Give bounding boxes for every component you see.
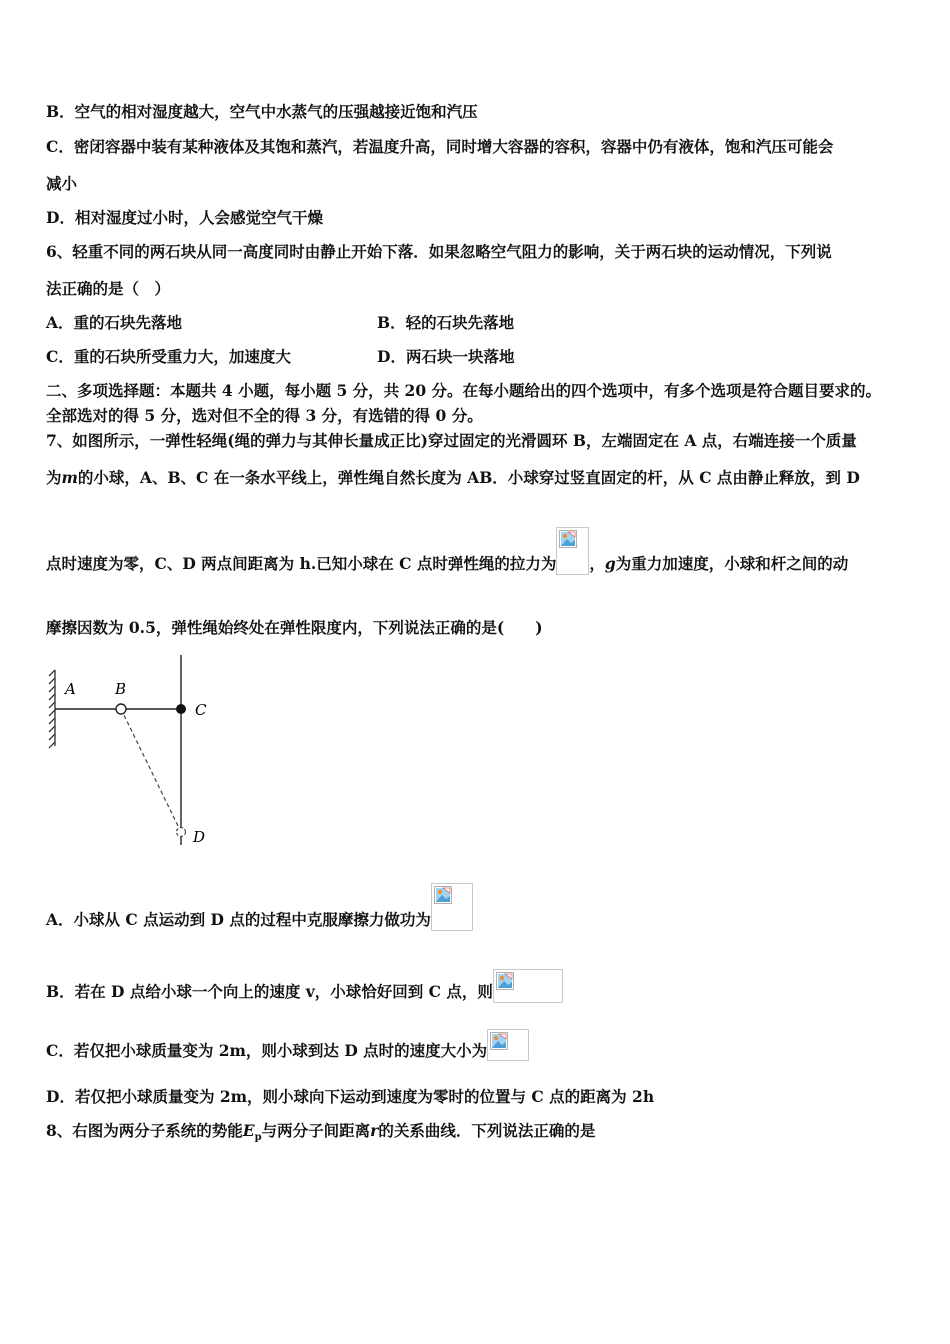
q8-stem-mid: 与两分子间距离 — [261, 1121, 371, 1140]
q6-stem-line1: 6、轻重不同的两石块从同一高度同时由静止开始下落．如果忽略空气阻力的影响，关于两石块的运动情况，下列说 — [46, 242, 832, 261]
q7-figure — [40, 650, 220, 855]
ring-b — [116, 704, 126, 714]
q7-stem-line3-pre: 点时速度为零，C、D 两点间距离为 h.已知小球在 C 点时弹性绳的拉力为 — [46, 554, 557, 573]
label-b: B — [115, 680, 127, 698]
q7-stem-line2-post: 的小球，A、B、C 在一条水平线上，弹性绳自然长度为 AB．小球穿过竖直固定的杆，从 C 点由静止释放，到 D — [77, 468, 860, 487]
q7-stem-line2 — [46, 468, 860, 488]
ball-c — [176, 704, 186, 714]
q6-option-a: A．重的石块先落地 — [46, 313, 183, 332]
label-c: C — [195, 701, 207, 719]
formula-image-tension — [556, 527, 589, 575]
q5-option-b: B．空气的相对湿度越大，空气中水蒸气的压强越接近饱和汽压 — [46, 102, 478, 121]
broken-image-icon — [496, 972, 514, 990]
q6-option-c: C．重的石块所受重力大，加速度大 — [46, 347, 291, 366]
q7-option-c-text: C．若仅把小球质量变为 2m，则小球到达 D 点时的速度大小为 — [46, 1041, 488, 1060]
q7-stem-line3-sep: ， — [589, 554, 605, 573]
q7-gravity-symbol: g — [604, 554, 616, 573]
q7-option-b — [46, 982, 563, 1003]
broken-image-icon — [490, 1032, 508, 1050]
q7-stem-line3-post: 为重力加速度，小球和杆之间的动 — [615, 554, 849, 573]
q8-stem — [46, 1121, 595, 1148]
q7-stem-line3 — [46, 554, 848, 575]
ep-symbol: E — [242, 1121, 255, 1140]
broken-image-icon — [559, 530, 577, 548]
q7-stem-line2-pre: 为 — [46, 468, 62, 487]
q7-option-a — [46, 910, 473, 931]
q5-option-c-line2: 减小 — [46, 174, 78, 193]
formula-image-option-a — [431, 883, 473, 931]
stretched-rope-dashed — [121, 709, 179, 828]
q7-stem-line4: 摩擦因数为 0.5，弹性绳始终处在弹性限度内，下列说法正确的是( ) — [46, 618, 543, 637]
q8-stem-pre: 8、右图为两分子系统的势能 — [46, 1121, 243, 1140]
formula-image-option-c — [487, 1029, 529, 1061]
q8-stem-post: 的关系曲线．下列说法正确的是 — [378, 1121, 596, 1140]
q7-stem-line1: 7、如图所示，一弹性轻绳(绳的弹力与其伸长量成正比)穿过固定的光滑圆环 B，左端固定在 A 点，右端连接一个质量 — [46, 431, 857, 450]
broken-image-icon — [434, 886, 452, 904]
q7-option-d: D．若仅把小球质量变为 2m，则小球向下运动到速度为零时的位置与 C 点的距离为 2h — [46, 1087, 655, 1106]
r-symbol: r — [370, 1121, 379, 1140]
label-a: A — [65, 680, 76, 698]
q7-mass-symbol: m — [61, 468, 78, 487]
q6-option-d: D．两石块一块落地 — [377, 347, 515, 366]
section2-line1: 二、多项选择题：本题共 4 小题，每小题 5 分，共 20 分。在每小题给出的四个选项中，有多个选项是符合题目要求的。 — [46, 381, 882, 400]
formula-image-option-b — [493, 969, 563, 1003]
ball-d — [177, 828, 186, 837]
label-d: D — [193, 828, 206, 846]
wall-hatch — [49, 670, 55, 748]
q5-option-d: D．相对湿度过小时，人会感觉空气干燥 — [46, 208, 323, 227]
q5-option-c-line1: C．密闭容器中装有某种液体及其饱和蒸汽，若温度升高，同时增大容器的容积，容器中仍有液体，饱和汽压可能会 — [46, 137, 834, 156]
q6-option-b: B．轻的石块先落地 — [377, 313, 515, 332]
q7-option-b-text: B．若在 D 点给小球一个向上的速度 v，小球恰好回到 C 点，则 — [46, 982, 493, 1001]
q7-option-c — [46, 1041, 529, 1061]
q7-option-a-text: A．小球从 C 点运动到 D 点的过程中克服摩擦力做功为 — [46, 910, 431, 929]
section2-line2: 全部选对的得 5 分，选对但不全的得 3 分，有选错的得 0 分。 — [46, 406, 483, 425]
q6-stem-line2: 法正确的是（ ） — [46, 279, 171, 298]
ep-subscript: p — [254, 1132, 262, 1144]
